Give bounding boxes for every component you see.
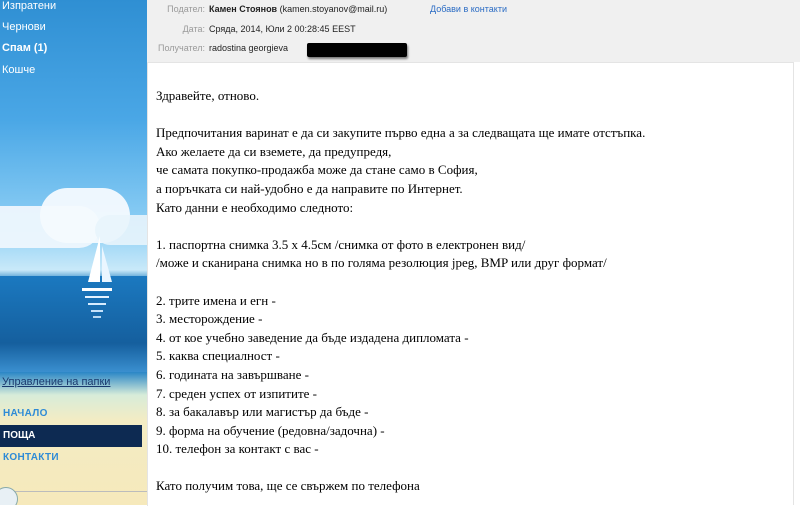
recipient-value: radostina georgieva	[209, 43, 289, 53]
nav-home[interactable]: НАЧАЛО	[3, 408, 48, 419]
message-line: 8. за бакалавър или магистър да бъде -	[156, 404, 369, 420]
message-line: Ако желаете да си вземете, да предупредя,	[156, 143, 392, 159]
message-body	[147, 62, 794, 506]
message-line: Здравейте, отново.	[156, 88, 260, 103]
redaction-bar	[307, 43, 407, 57]
from-field	[209, 4, 387, 14]
circle-icon	[0, 487, 18, 505]
nav-mail[interactable]: ПОЩА	[0, 425, 142, 447]
sidebar	[0, 0, 147, 505]
message-line: 4. от кое учебно заведение да бъде издадена дипломата -	[156, 329, 469, 345]
date-value: Сряда, 2014, Юли 2 00:28:45 EEST	[209, 24, 356, 34]
sailboat-icon	[80, 236, 120, 331]
message-line: 2. трите имена и егн -	[156, 292, 276, 308]
message-line: а поръчката си най-удобно е да направите по Интернет.	[156, 180, 463, 196]
message-line: 10. телефон за контакт с вас -	[156, 441, 319, 457]
message-line: /може и сканирана снимка но в по голяма резолюция jpeg, BMP или друг формат/	[156, 255, 607, 271]
message-line: Като получим това, ще се свържем по телефона	[156, 478, 420, 494]
sender-name: Камен Стоянов	[209, 4, 278, 14]
folder-drafts[interactable]: Чернови	[2, 21, 46, 33]
folder-spam[interactable]: Спам (1)	[2, 42, 48, 54]
add-to-contacts-link[interactable]: Добави в контакти	[430, 4, 507, 14]
message-line	[156, 217, 645, 236]
folder-trash[interactable]: Кошче	[2, 64, 36, 76]
message-line	[156, 273, 645, 292]
message-line: Предпочитания варинат е да си закупите първо една а за следващата ще имате отстъпка.	[156, 125, 646, 141]
message-header	[147, 0, 800, 62]
folder-management-link[interactable]: Управление на папки	[2, 376, 111, 388]
message-text	[156, 87, 645, 496]
sea-decoration	[0, 276, 147, 372]
message-line	[156, 459, 645, 478]
message-line: 6. годината на завършване -	[156, 366, 309, 382]
message-line: 3. месторождение -	[156, 311, 263, 327]
folder-sent[interactable]: Изпратени	[2, 0, 57, 12]
message-line: 7. среден успех от изпитите -	[156, 385, 317, 401]
message-line: 1. паспортна снимка 3.5 x 4.5см /снимка от фото в електронен вид/	[156, 236, 526, 252]
from-label: Подател:	[167, 4, 205, 14]
date-label: Дата:	[182, 24, 205, 34]
message-line: 5. каква специалност -	[156, 348, 280, 364]
message-line: 9. форма на обучение (редовна/задочна) -	[156, 422, 385, 438]
message-line: Като данни е необходимо следното:	[156, 199, 354, 215]
to-label: Получател:	[157, 43, 205, 53]
divider	[793, 62, 794, 505]
message-line: че самата покупко-продажба може да стане само в София,	[156, 162, 478, 178]
nav-contacts[interactable]: КОНТАКТИ	[3, 452, 59, 463]
divider	[0, 491, 147, 492]
message-line	[156, 106, 645, 125]
sender-email: (kamen.stoyanov@mail.ru)	[279, 4, 388, 14]
